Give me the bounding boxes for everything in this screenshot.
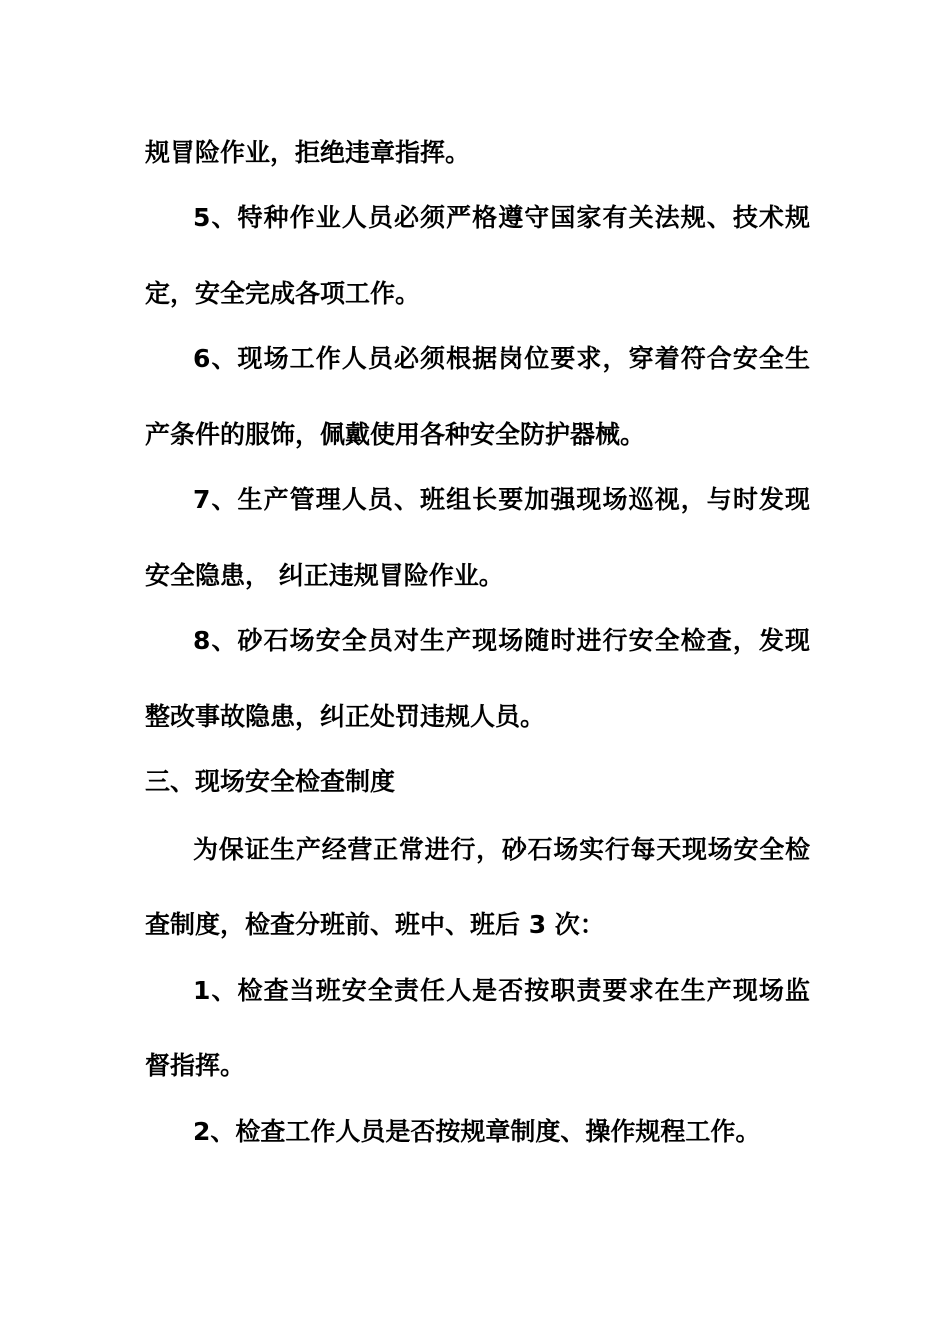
text-line: 为保证生产经营正常进行，砂石场实行每天现场安全检 bbox=[193, 835, 810, 864]
text-line: 定，安全完成各项工作。 bbox=[145, 279, 421, 308]
text-line: 查制度，检查分班前、班中、班后 3 次： bbox=[145, 910, 605, 939]
text-line: 规冒险作业，拒绝违章指挥。 bbox=[145, 138, 471, 167]
text-line: 2、检查工作人员是否按规章制度、操作规程工作。 bbox=[193, 1117, 761, 1146]
text-line: 产条件的服饰，佩戴使用各种安全防护器械。 bbox=[145, 420, 646, 449]
text-line: 5、特种作业人员必须严格遵守国家有关法规、技术规 bbox=[193, 203, 810, 232]
text-line: 6、现场工作人员必须根据岗位要求，穿着符合安全生 bbox=[193, 344, 810, 373]
section-heading: 三、现场安全检查制度 bbox=[145, 767, 396, 796]
text-line: 1、检查当班安全责任人是否按职责要求在生产现场监 bbox=[193, 976, 810, 1005]
text-line: 8、砂石场安全员对生产现场随时进行安全检查，发现 bbox=[193, 626, 810, 655]
text-line: 7、生产管理人员、班组长要加强现场巡视，与时发现 bbox=[193, 485, 810, 514]
text-line: 安全隐患， 纠正违规冒险作业。 bbox=[145, 561, 504, 590]
text-line: 整改事故隐患，纠正处罚违规人员。 bbox=[145, 702, 546, 731]
text-line: 督指挥。 bbox=[145, 1051, 246, 1080]
